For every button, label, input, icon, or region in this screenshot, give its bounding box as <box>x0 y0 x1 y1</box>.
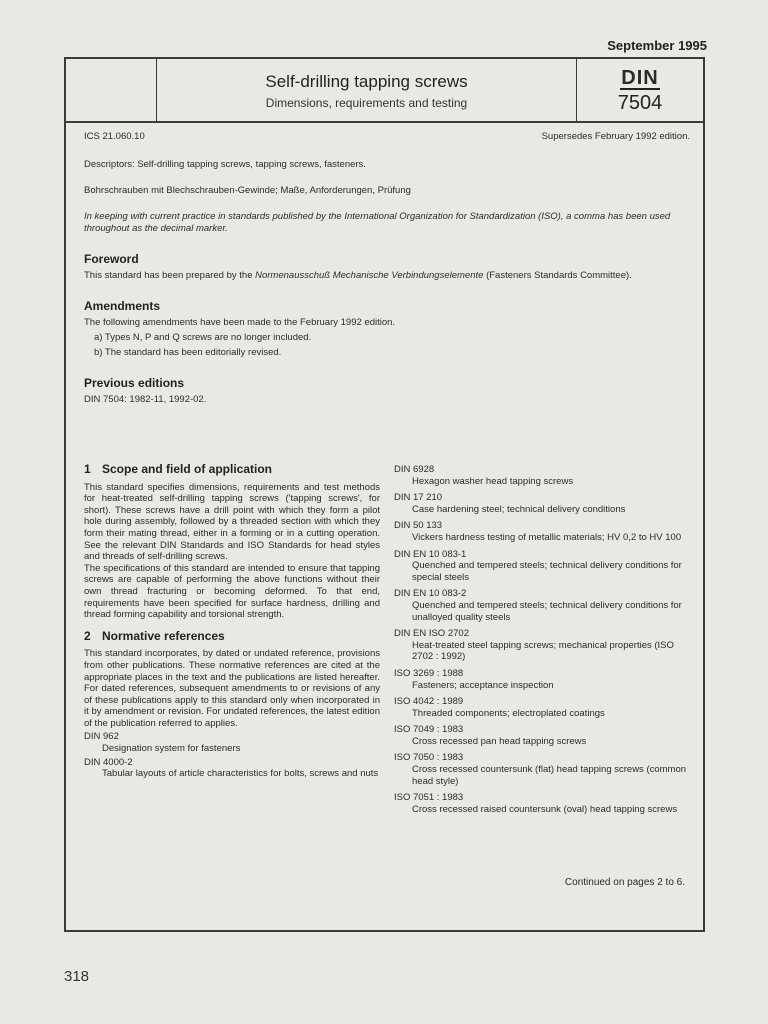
front-matter <box>84 131 690 406</box>
reference-code: DIN 6928 <box>394 464 435 475</box>
reference-title: Threaded components; electroplated coatings <box>412 707 605 719</box>
left-column <box>84 464 380 780</box>
din-cell <box>577 59 703 121</box>
reference-code: ISO 7051 : 1983 <box>394 792 464 804</box>
reference-entry <box>394 628 692 663</box>
title-block <box>66 59 703 123</box>
amendment-item: a) Types N, P and Q screws are no longer included. <box>94 332 312 343</box>
reference-entry <box>394 792 692 815</box>
reference-title: Case hardening steel; technical delivery conditions <box>412 503 626 515</box>
reference-title: Cross recessed pan head tapping screws <box>412 735 587 747</box>
reference-code: DIN 50 133 <box>394 520 443 532</box>
foreword-heading: Foreword <box>84 252 139 266</box>
reference-title: Vickers hardness testing of metallic materials; HV 0,2 to HV 100 <box>412 531 682 543</box>
section-2-paragraph: This standard incorporates, by dated or undated reference, provisions from other publications. These normative references are cited at the appropriate places in the text and the publications are listed hereafter. For dated references, subsequent amendments to or revisions of any of these publications apply to this standard only when incorporated in it by amendment or revision. For undated references, the latest edition of the publication referred to applies. <box>84 648 380 729</box>
title-cell <box>157 59 577 121</box>
reference-entry <box>394 752 692 787</box>
reference-entry <box>394 724 692 747</box>
reference-entry <box>394 668 692 691</box>
reference-title: Designation system for fasteners <box>102 743 241 755</box>
reference-entry <box>394 549 692 584</box>
previous-editions-text: DIN 7504: 1982-11, 1992-02. <box>84 394 207 405</box>
reference-code: DIN 17 210 <box>394 492 443 504</box>
descriptors: Descriptors: Self-drilling tapping screws, tapping screws, fasteners. <box>84 159 366 170</box>
document-frame <box>64 57 705 932</box>
reference-title: Quenched and tempered steels; technical delivery conditions for unalloyed quality steels <box>412 599 682 623</box>
reference-title: Fasteners; acceptance inspection <box>412 679 554 691</box>
reference-entry <box>394 492 692 515</box>
din-logo: DIN <box>621 67 659 89</box>
ics-code: ICS 21.060.10 <box>84 131 145 142</box>
reference-code: ISO 7050 : 1983 <box>394 752 464 764</box>
reference-title: Cross recessed raised countersunk (oval) head tapping screws <box>412 803 678 815</box>
reference-code: DIN EN 10 083-2 <box>394 588 467 600</box>
amendments-intro: The following amendments have been made to the February 1992 edition. <box>84 317 396 328</box>
reference-title: Heat-treated steel tapping screws; mechanical properties (ISO 2702 : 1992) <box>412 639 674 663</box>
reference-code: DIN EN ISO 2702 <box>394 628 469 640</box>
reference-code: DIN 962 <box>84 731 119 743</box>
reference-title: Tabular layouts of article characteristics for bolts, screws and nuts <box>102 768 379 780</box>
foreword-section <box>84 253 690 282</box>
supersedes-note: Supersedes February 1992 edition. <box>541 131 690 142</box>
section-1-heading: 1 Scope and field of application <box>84 462 273 476</box>
reference-entry <box>394 520 692 543</box>
reference-title: Cross recessed countersunk (flat) head tapping screws (common head style) <box>412 764 687 787</box>
title-block-blank-cell <box>66 59 157 121</box>
publication-date: September 1995 <box>607 38 707 53</box>
foreword-text: This standard has been prepared by the Normenausschuß Mechanische Verbindungselemente (Fasteners Standards Committee). <box>84 270 632 281</box>
standard-number: 7504 <box>617 92 663 114</box>
page-number: 318 <box>64 968 90 985</box>
amendments-heading: Amendments <box>84 299 161 313</box>
reference-entry <box>394 696 692 719</box>
previous-editions-section <box>84 377 690 406</box>
reference-entry <box>394 464 692 487</box>
previous-editions-heading: Previous editions <box>84 376 185 390</box>
reference-entry <box>394 588 692 623</box>
section-1-paragraph: The specifications of this standard are intended to ensure that tapping screws are capable of performing the above functions without their own thread fracturing or becoming deformed. To that end, requirements have been specified for surface hardness, drilling and thread forming capability and torsional strength. <box>84 562 380 621</box>
amendments-section <box>84 300 690 359</box>
reference-code: DIN EN 10 083-1 <box>394 548 467 560</box>
right-column <box>394 464 692 820</box>
continued-note: Continued on pages 2 to 6. <box>564 877 685 888</box>
reference-title: Quenched and tempered steels; technical delivery conditions for special steels <box>412 560 682 583</box>
section-1-paragraph: This standard specifies dimensions, requirements and test methods for heat-treated self-drilling tapping screws ('tapping screws', for short). These screws have a drill point with which they form a pilot hole during assembly, followed by a threaded section with which they form their mating thread, either in a forming or in a cutting operation. See the relevant DIN Standards and ISO Standards for head styles and threads of self-drilling screws. <box>84 481 380 563</box>
amendment-item: b) The standard has been editorially revised. <box>94 347 282 358</box>
reference-code: DIN 4000-2 <box>84 756 133 768</box>
reference-code: ISO 7049 : 1983 <box>394 724 464 736</box>
reference-title: Hexagon washer head tapping screws <box>412 475 574 487</box>
reference-code: ISO 4042 : 1989 <box>394 696 464 708</box>
reference-code: ISO 3269 : 1988 <box>394 667 464 679</box>
document-title: Self-drilling tapping screws <box>265 72 468 91</box>
german-title: Bohrschrauben mit Blechschrauben-Gewinde; Maße, Anforderungen, Prüfung <box>84 185 411 196</box>
document-subtitle: Dimensions, requirements and testing <box>265 96 468 110</box>
iso-decimal-note: In keeping with current practice in standards published by the International Organization for Standardization (ISO), a comma has been used throughout as the decimal marker. <box>84 211 671 234</box>
section-2-heading: 2 Normative references <box>84 628 225 643</box>
